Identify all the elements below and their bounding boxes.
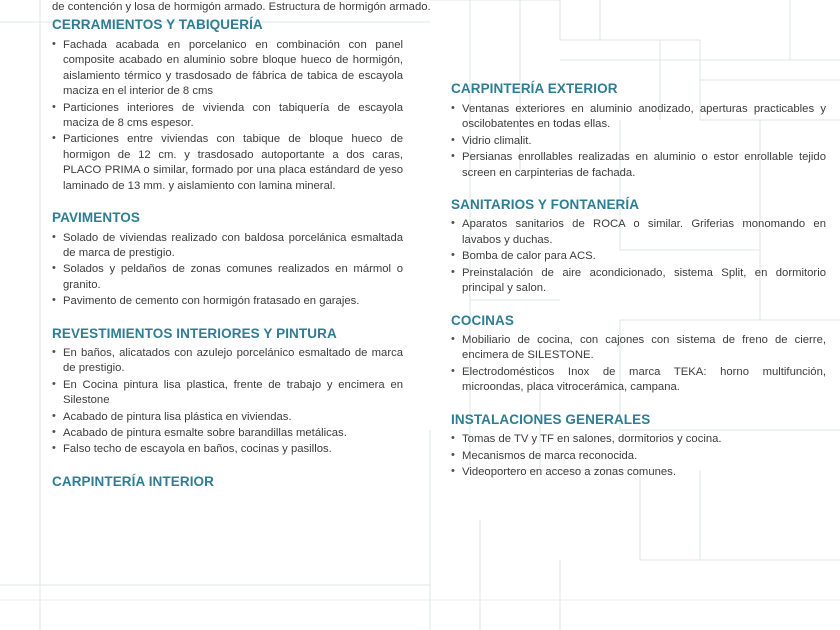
list-item: • Bomba de calor para ACS. [451, 249, 826, 264]
list-item: • Persianas enrollables realizadas en aluminio o estor enrollable tejido screen en carpinterias de fachada. [451, 150, 826, 181]
list-item: • Fachada acabada en porcelanico en combinación con panel composite acabado en aluminio sobre bloque hueco de hormigón, aislamiento térmico y trasdosado de fábrica de tabica de escayola maciza en el interior de 8 cms [52, 38, 403, 100]
section-list-cocinas [451, 333, 826, 396]
list-item: • En Cocina pintura lisa plastica, frente de trabajo y encimera en Silestone [52, 378, 403, 409]
section-heading-cocinas: COCINAS [451, 312, 514, 328]
list-item: • Mobiliario de cocina, con cajones con sistema de freno de cierre, encimera de SILESTONE. [451, 333, 826, 364]
list-item: • Acabado de pintura lisa plástica en viviendas. [52, 410, 403, 425]
section-heading-pavimentos: PAVIMENTOS [52, 209, 141, 225]
list-item: • Solado de viviendas realizado con baldosa porcelánica esmaltada de marca de prestigio. [52, 231, 403, 262]
section-list-revestimientos [52, 346, 403, 458]
top-fragment-text: de contención y losa de hormigón armado. Estructura de hormigón armado. [52, 1, 431, 13]
section-heading-cerramientos: CERRAMIENTOS Y TABIQUERÍA [52, 17, 263, 33]
section-heading-instalaciones: INSTALACIONES GENERALES [451, 411, 651, 427]
list-item: • Videoportero en acceso a zonas comunes. [451, 465, 826, 480]
right-column [437, 17, 826, 481]
top-text-fragment [14, 0, 826, 15]
list-item: • Aparatos sanitarios de ROCA o similar. Griferias monomando en lavabos y duchas. [451, 217, 826, 248]
list-item: • Falso techo de escayola en baños, cocinas y pasillos. [52, 442, 403, 457]
section-heading-revestimientos: REVESTIMIENTOS INTERIORES Y PINTURA [52, 325, 337, 341]
section-list-carpinteria-exterior [451, 102, 826, 181]
list-item: • Pavimento de cemento con hormigón fratasado en garajes. [52, 294, 403, 309]
section-heading-sanitarios: SANITARIOS Y FONTANERÍA [451, 196, 640, 212]
section-heading-carpinteria-interior: CARPINTERÍA INTERIOR [52, 473, 215, 489]
list-item: • Electrodomésticos Inox de marca TEKA: horno multifunción, microondas, placa vitrocerámica, campana. [451, 365, 826, 396]
list-item: • Acabado de pintura esmalte sobre barandillas metálicas. [52, 426, 403, 441]
list-item: • Solados y peldaños de zonas comunes realizados en mármol o granito. [52, 262, 403, 293]
list-item: • Vidrio climalit. [451, 134, 826, 149]
section-list-sanitarios [451, 217, 826, 296]
two-column-layout [14, 17, 826, 494]
list-item: • Tomas de TV y TF en salones, dormitorios y cocina. [451, 432, 826, 447]
list-item: • Ventanas exteriores en aluminio anodizado, aperturas practicables y oscilobatentes en todas ellas. [451, 102, 826, 133]
section-list-cerramientos [52, 38, 403, 194]
section-list-pavimentos [52, 231, 403, 310]
list-item: • Mecanismos de marca reconocida. [451, 449, 826, 464]
list-item: • En baños, alicatados con azulejo porcelánico esmaltado de marca de prestigio. [52, 346, 403, 377]
section-heading-carpinteria-exterior: CARPINTERÍA EXTERIOR [451, 81, 618, 97]
list-item: • Particiones interiores de vivienda con tabiquería de escayola maciza de 8 cms espesor. [52, 101, 403, 132]
list-item: • Preinstalación de aire acondicionado, sistema Split, en dormitorio principal y salon. [451, 266, 826, 297]
list-item: • Particiones entre viviendas con tabique de bloque hueco de hormigon de 12 cm. y trasdosado autoportante a dos caras, PLACO PRIMA o similar, formado por una placa estándard de yeso laminado de 13 mm. y aislamiento con lamina mineral. [52, 132, 403, 194]
section-list-instalaciones [451, 432, 826, 480]
left-column [14, 17, 403, 494]
